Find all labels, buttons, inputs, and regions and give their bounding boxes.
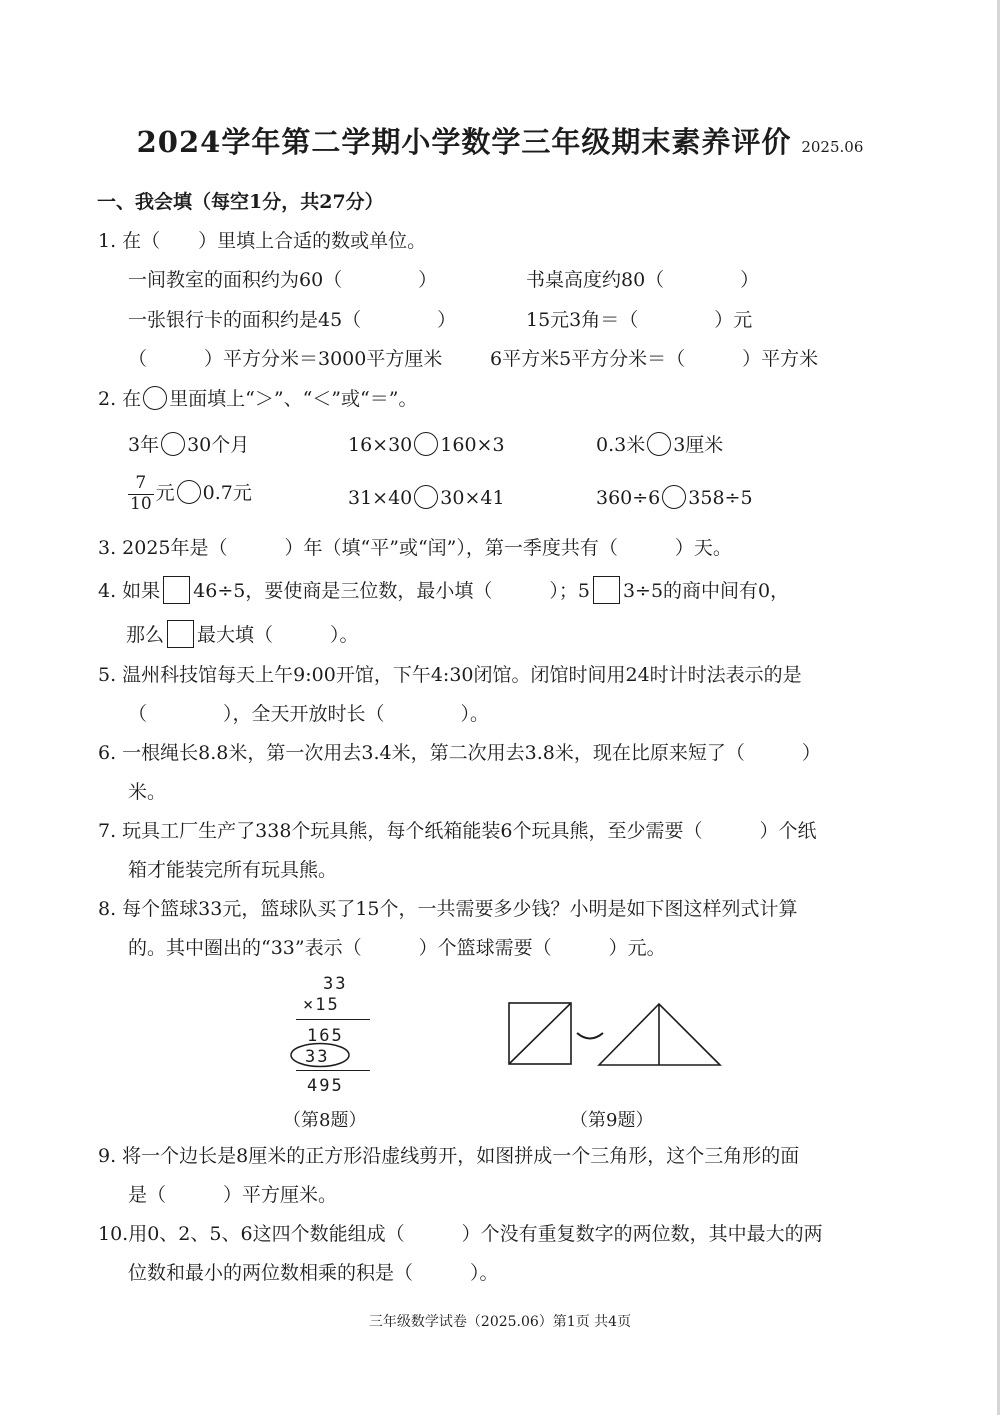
q1-item-d: 15元3角＝（ ）元 — [526, 309, 753, 331]
q8-line1: 8. 每个篮球33元，篮球队买了15个，一共需要多少钱？小明是如下图这样列式计算 — [98, 898, 798, 920]
q4-part: 那么 — [126, 624, 165, 646]
compare-left: 16×30 — [348, 434, 413, 456]
q1-item-b: 书桌高度约80（ ） — [526, 269, 760, 291]
calc-rule — [296, 1070, 370, 1071]
q4-line1 — [98, 578, 789, 606]
compare-right: 30个月 — [187, 434, 250, 456]
q8-caption: （第8题） — [283, 1110, 367, 1131]
answer-circle-icon — [414, 485, 438, 509]
q6-line1: 6. 一根绳长8.8米，第一次用去3.4米，第二次用去3.8米，现在比原来短了（ ） — [98, 742, 821, 764]
q4-part: 最大填（ ）。 — [197, 624, 359, 646]
section-heading: 一、我会填（每空1分，共27分） — [97, 191, 384, 213]
calc-result: 495 — [307, 1076, 344, 1096]
square-cut-line — [509, 1003, 571, 1064]
q2-compare-5 — [348, 487, 505, 511]
compare-left: 0.3米 — [596, 434, 646, 456]
q2-compare-3 — [596, 434, 723, 458]
q9-line2: 是（ ）平方厘米。 — [128, 1184, 338, 1206]
q2-compare-6 — [596, 487, 753, 511]
q5-line1: 5. 温州科技馆每天上午9:00开馆，下午4:30闭馆。闭馆时间用24时计时法表示的是 — [98, 664, 802, 686]
calc-multiplier: ×15 — [303, 995, 340, 1015]
answer-circle-icon — [647, 432, 671, 456]
q2-stem — [98, 388, 417, 412]
q1-item-a: 一间教室的面积约为60（ ） — [128, 269, 438, 291]
exam-title — [0, 120, 1000, 161]
q2-compare-2 — [348, 434, 505, 458]
q9-caption: （第9题） — [570, 1110, 654, 1131]
calc-partial-1: 165 — [307, 1026, 344, 1046]
q4-line2 — [126, 622, 359, 650]
fraction-numerator: 7 — [128, 474, 154, 495]
q5-line2: （ ），全天开放时长（ ）。 — [128, 703, 490, 725]
q7-line1: 7. 玩具工厂生产了338个玩具熊，每个纸箱能装6个玩具熊，至少需要（ ）个纸 — [98, 820, 817, 842]
q9-line1: 9. 将一个边长是8厘米的正方形沿虚线剪开，如图拼成一个三角形，这个三角形的面 — [98, 1145, 800, 1167]
compare-right: 30×41 — [440, 487, 505, 509]
blank-box-icon — [163, 576, 190, 604]
calc-rule — [296, 1019, 370, 1020]
answer-circle-icon — [161, 432, 185, 456]
answer-circle-icon — [662, 485, 686, 509]
q4-part: 46÷5，要使商是三位数，最小填（ ）；5 — [193, 580, 590, 602]
answer-circle-icon — [177, 480, 201, 504]
compare-left: 360÷6 — [596, 487, 661, 509]
blank-box-icon — [593, 576, 620, 604]
transform-arrow-icon — [577, 1033, 603, 1039]
answer-circle-icon — [414, 432, 438, 456]
q9-figure — [504, 996, 726, 1070]
compare-left: 3年 — [128, 434, 160, 456]
compare-circle-icon — [143, 386, 167, 410]
q4-part: 3÷5的商中间有0， — [622, 580, 790, 602]
compare-right: 160×3 — [440, 434, 505, 456]
title-text: 2024学年第二学期小学数学三年级期末素养评价 — [136, 125, 792, 159]
q2-prefix: 2. 在 — [98, 388, 142, 410]
calc-partial-2: 33 — [305, 1047, 330, 1067]
q10-line1: 10.用0、2、5、6这四个数能组成（ ）个没有重复数字的两位数，其中最大的两 — [98, 1223, 823, 1245]
compare-left: 31×40 — [348, 487, 413, 509]
q1-item-c: 一张银行卡的面积约是45（ ） — [128, 309, 457, 331]
q10-line2: 位数和最小的两位数相乘的积是（ ）。 — [128, 1262, 499, 1284]
compare-right: 358÷5 — [688, 487, 753, 509]
q1-item-f: 6平方米5平方分米＝（ ）平方米 — [490, 348, 819, 370]
q6-line2: 米。 — [128, 781, 167, 803]
page-footer: 三年级数学试卷（2025.06）第1页 共4页 — [368, 1314, 632, 1330]
q2-compare-4 — [128, 474, 252, 514]
q1-stem: 1. 在（ ）里填上合适的数或单位。 — [98, 230, 427, 252]
blank-box-icon — [167, 620, 194, 648]
calc-multiplicand: 33 — [323, 974, 348, 994]
q2-compare-1 — [128, 434, 249, 458]
q8-line2: 的。其中圈出的“33”表示（ ）个篮球需要（ ）元。 — [128, 937, 666, 959]
q7-line2: 箱才能装完所有玩具熊。 — [128, 859, 338, 881]
title-date: 2025.06 — [801, 138, 864, 156]
q3-text: 3. 2025年是（ ）年（填“平”或“闰”），第一季度共有（ ）天。 — [98, 537, 732, 559]
compare-right: 3厘米 — [673, 434, 724, 456]
q2-suffix: 里面填上“＞”、“＜”或“＝”。 — [169, 388, 418, 410]
q4-part: 4. 如果 — [98, 580, 161, 602]
compare-right: 0.7元 — [202, 482, 252, 505]
fraction-denominator: 10 — [130, 493, 152, 514]
fraction — [128, 474, 154, 514]
q1-item-e: （ ）平方分米＝3000平方厘米 — [128, 348, 443, 370]
compare-left: 元 — [155, 482, 175, 505]
